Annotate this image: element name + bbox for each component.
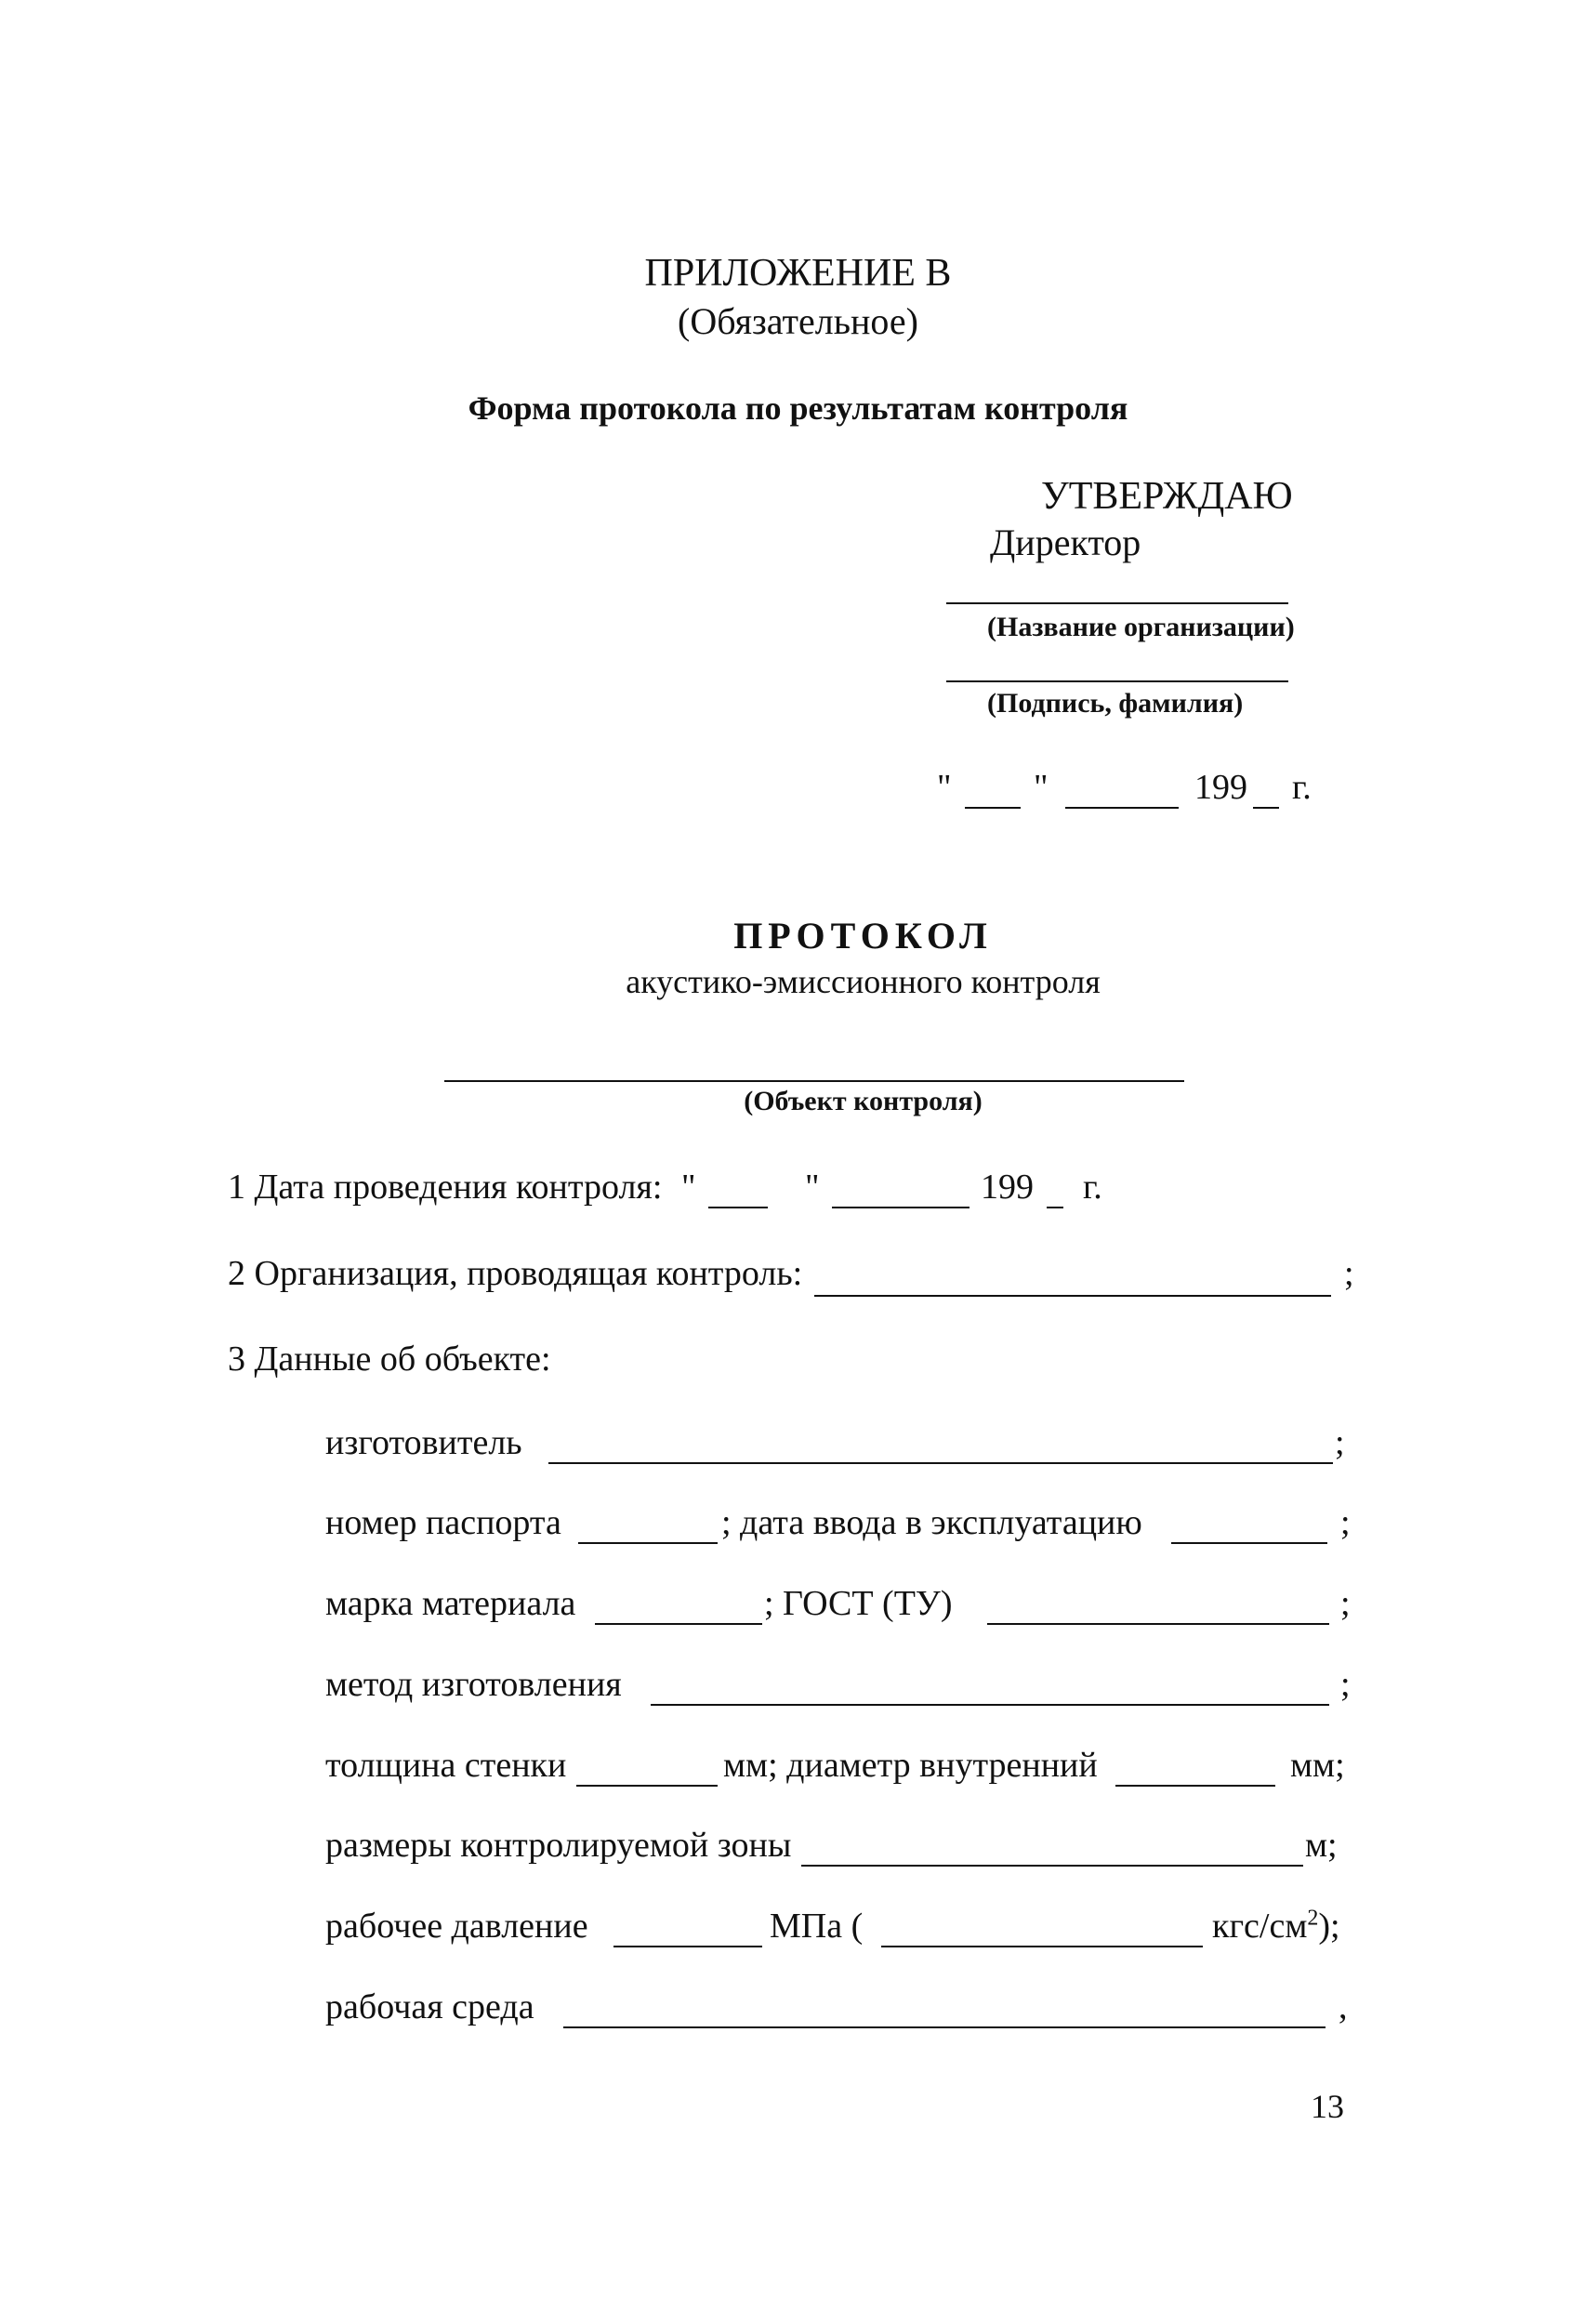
item-date-quote-close: " (805, 1168, 820, 1207)
material-label: марка материала (325, 1584, 576, 1623)
thickness-unit: мм; диаметр внутренний (723, 1746, 1098, 1785)
pressure-label: рабочее давление (325, 1907, 588, 1946)
commission-end: ; (1340, 1503, 1351, 1542)
object-caption: (Объект контроля) (744, 1086, 983, 1116)
item-object-label: 3 Данные об объекте: (228, 1340, 551, 1379)
item-date-label: 1 Дата проведения контроля: (228, 1168, 663, 1207)
object-line (444, 1080, 1184, 1082)
pressure-end: ); (1318, 1907, 1340, 1946)
approval-year: 199 (1194, 768, 1247, 807)
medium-label: рабочая среда (325, 1987, 534, 2026)
appendix-heading: ПРИЛОЖЕНИЕ В (644, 252, 952, 295)
date-quote-open: " (937, 768, 952, 807)
date-quote-close: " (1034, 768, 1049, 807)
pressure-kgf-sup: 2 (1307, 1906, 1319, 1931)
gost-label: ; ГОСТ (ТУ) (764, 1584, 953, 1623)
zone-unit: м; (1305, 1826, 1338, 1865)
item-year-line (1047, 1207, 1063, 1208)
signature-caption: (Подпись, фамилия) (987, 688, 1244, 719)
item-year: 199 (981, 1168, 1034, 1207)
gost-end: ; (1340, 1584, 1351, 1623)
commission-line (1171, 1542, 1327, 1544)
mandatory-note: (Обязательное) (678, 300, 918, 342)
manufacturer-label: изготовитель (325, 1423, 522, 1462)
pressure-kgf-unit (1212, 1906, 1340, 1947)
item-day-line (708, 1207, 768, 1208)
pressure-mpa-line (613, 1946, 762, 1947)
gost-line (987, 1623, 1329, 1625)
commission-label: ; дата ввода в эксплуатацию (721, 1503, 1142, 1542)
item-date-quote-open: " (681, 1168, 696, 1207)
org-name-caption: (Название организации) (987, 612, 1295, 642)
method-line (651, 1704, 1329, 1706)
page-number: 13 (1311, 2088, 1344, 2125)
protocol-title: ПРОТОКОЛ (733, 915, 993, 957)
diameter-unit: мм; (1290, 1746, 1345, 1785)
medium-end: , (1339, 1987, 1348, 2026)
diameter-line (1115, 1785, 1275, 1787)
thickness-label: толщина стенки (325, 1746, 567, 1785)
approval-day-line (965, 807, 1021, 809)
material-line (595, 1623, 762, 1625)
method-label: метод изготовления (325, 1665, 622, 1704)
org-name-line (946, 602, 1288, 604)
item-org-line (814, 1295, 1331, 1297)
item-year-suffix: г. (1083, 1168, 1102, 1207)
approval-month-line (1065, 807, 1179, 809)
method-end: ; (1340, 1665, 1351, 1704)
manufacturer-end: ; (1335, 1423, 1345, 1462)
approval-year-line (1253, 807, 1279, 809)
protocol-subtitle: акустико-эмиссионного контроля (626, 963, 1101, 1000)
approve-label: УТВЕРЖДАЮ (1041, 475, 1293, 518)
passport-line (578, 1542, 718, 1544)
zone-line (801, 1865, 1303, 1867)
thickness-line (576, 1785, 718, 1787)
approval-year-suffix: г. (1292, 768, 1312, 807)
manufacturer-line (548, 1462, 1333, 1464)
passport-label: номер паспорта (325, 1503, 561, 1542)
director-label: Директор (990, 521, 1141, 563)
signature-line (946, 680, 1288, 682)
form-title: Форма протокола по результатам контроля (468, 389, 1128, 427)
item-month-line (832, 1207, 969, 1208)
pressure-kgf-line (881, 1946, 1203, 1947)
pressure-kgf-text: кгс/см (1212, 1907, 1308, 1946)
pressure-mpa: МПа ( (770, 1907, 864, 1946)
zone-label: размеры контролируемой зоны (325, 1826, 792, 1865)
item-org-end: ; (1344, 1254, 1354, 1293)
medium-line (563, 2026, 1326, 2028)
item-org-label: 2 Организация, проводящая контроль: (228, 1254, 803, 1293)
approval-date (937, 767, 952, 808)
